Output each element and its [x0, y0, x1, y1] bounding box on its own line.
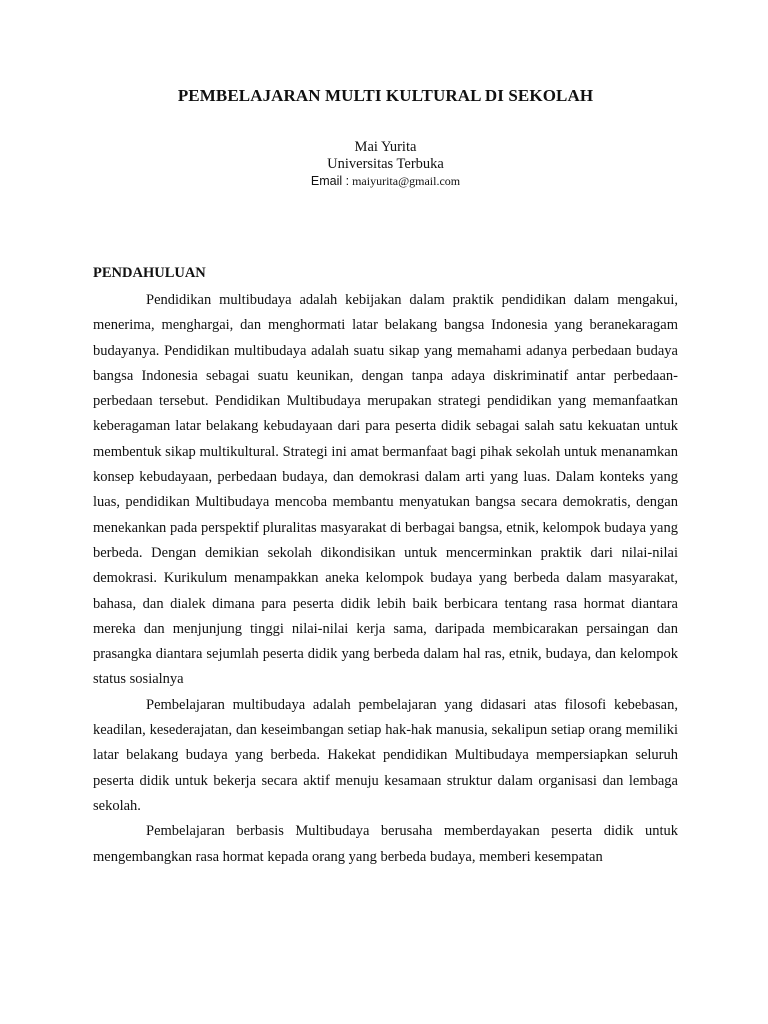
author-email-line [93, 173, 678, 190]
email-label: Email : [310, 174, 350, 188]
author-affiliation: Universitas Terbuka [327, 156, 444, 172]
paragraph-2: Pembelajaran multibudaya adalah pembelajaran yang didasari atas filosofi kebebasan, keadilan, kesederajatan, dan keseimbangan setiap hak-hak manusia, sekalipun setiap orang memiliki latar belakang budaya yang berbeda. Hakekat pendidikan Multibudaya mempersiapkan seluruh peserta didik untuk bekerja secara aktif menuju kesamaan struktur dalam organisasi dan lembaga sekolah. [93, 696, 678, 814]
author-block [93, 139, 678, 190]
paragraph-3: Pembelajaran berbasis Multibudaya berusaha memberdayakan peserta didik untuk mengembangkan rasa hormat kepada orang yang berbeda budaya, memberi kesempatan [93, 823, 678, 865]
section-heading: PENDAHULUAN [93, 265, 206, 281]
section-body [93, 288, 678, 870]
author-name: Mai Yurita [354, 139, 417, 155]
paper-title: PEMBELAJARAN MULTI KULTURAL DI SEKOLAH [177, 86, 594, 105]
email-address: maiyurita@gmail.com [352, 174, 461, 188]
paragraph-1: Pendidikan multibudaya adalah kebijakan dalam praktik pendidikan dalam mengakui, menerima, menghargai, dan menghormati latar belakang bangsa Indonesia yang beranekaragam budayanya. Pendidikan multibudaya adalah suatu sikap yang memahami adanya perbedaan budaya bangsa Indonesia sebagai suatu keunikan, dengan tanpa adaya diskriminatif antar perbedaan-perbedaan tersebut. Pendidikan Multibudaya merupakan strategi pendidikan yang memanfaatkan keberagaman latar belakang kebudayaan dari para peserta didik sebagai salah satu kekuatan untuk membentuk sikap multikultural. Strategi ini amat bermanfaat bagi pihak sekolah untuk menanamkan konsep kebudayaan, perbedaan budaya, dan demokrasi dalam arti yang luas. Dalam konteks yang luas, pendidikan Multibudaya mencoba membantu menyatukan bangsa secara demokratis, dengan menekankan pada perspektif pluralitas masyarakat di berbagai bangsa, etnik, kelompok budaya yang berbeda. Dengan demikian sekolah dikondisikan untuk mencerminkan praktik dari nilai-nilai demokrasi. Kurikulum menampakkan aneka kelompok budaya yang berbeda dalam masyarakat, bahasa, dan dialek dimana para peserta didik lebih baik berbicara tentang rasa hormat diantara mereka dan menjunjung tinggi nilai-nilai kerja sama, daripada membicarakan persaingan dan prasangka diantara sejumlah peserta didik yang berbeda dalam hal ras, etnik, budaya, dan kelompok status sosialnya [93, 292, 678, 688]
